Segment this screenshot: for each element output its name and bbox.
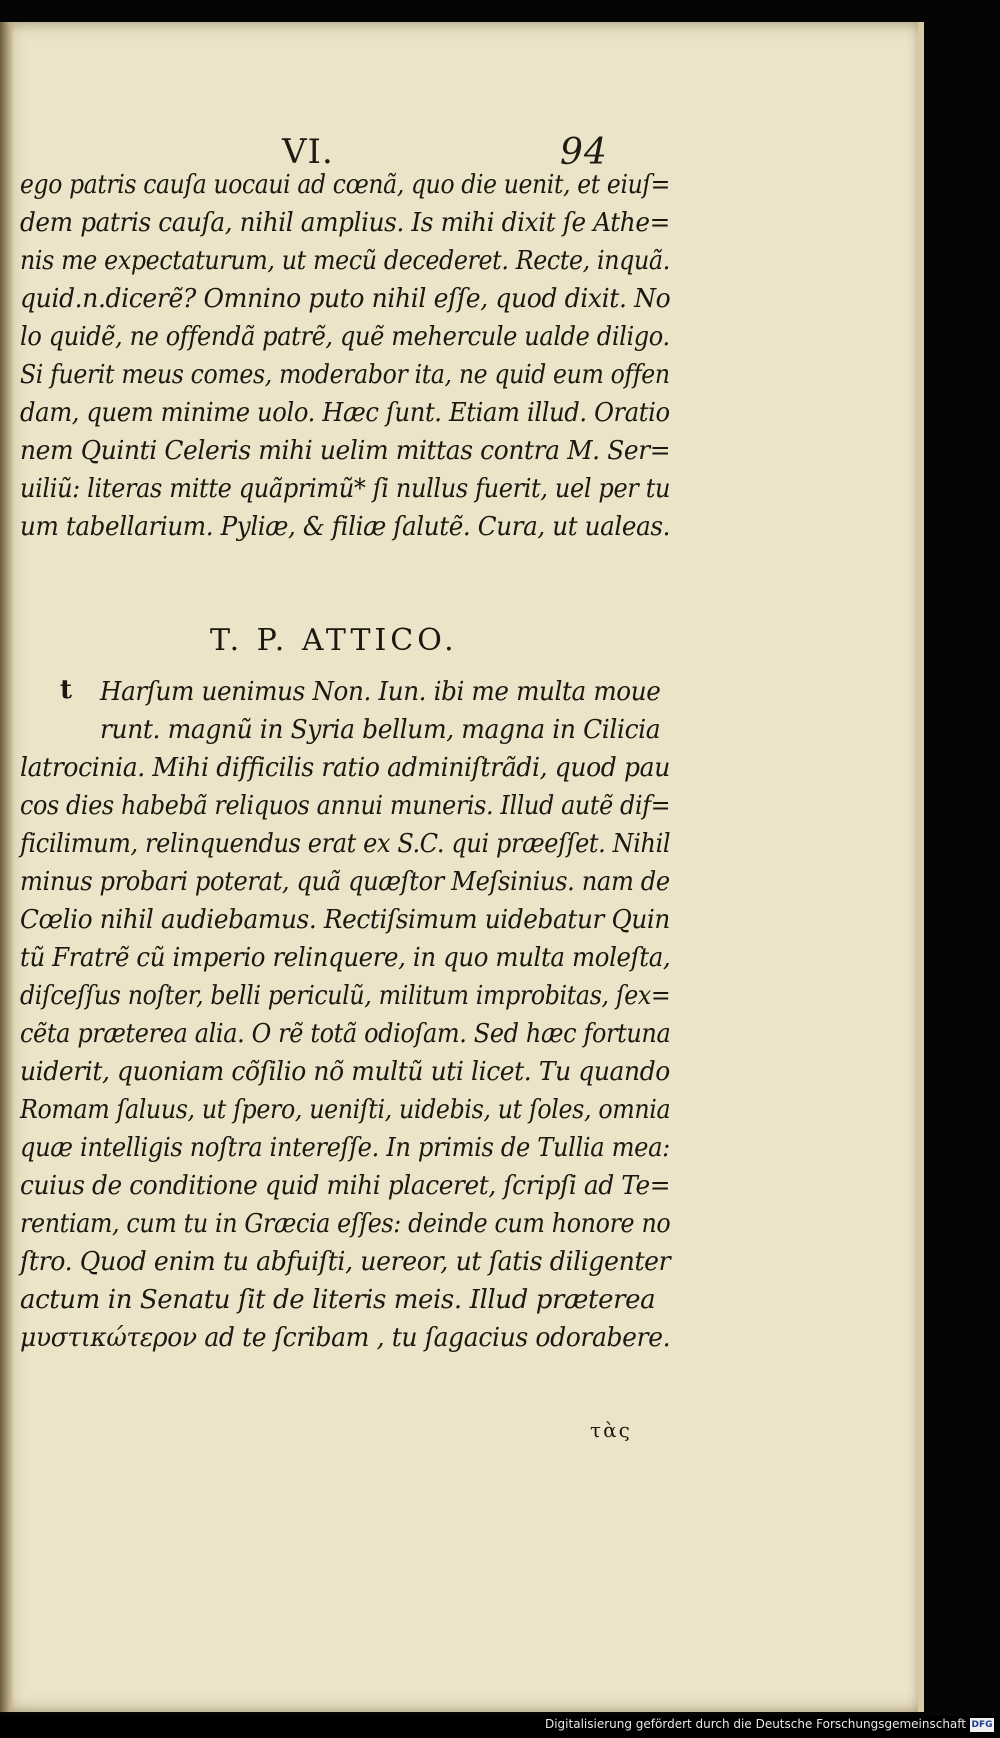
binding-gutter (0, 22, 14, 1712)
text-line: Cœlio nihil audiebamus. Rectiſsimum uidebatur Quin (20, 905, 670, 935)
text-line: nem Quinti Celeris mihi uelim mittas contra M. Ser= (20, 436, 671, 466)
text-line: Si fuerit meus comes, moderabor ita, ne quid eum offen (20, 360, 670, 390)
text-line: μυστικώτερον ad te ſcribam , tu ſagacius odorabere. (20, 1323, 671, 1353)
marginal-letter: t (60, 675, 73, 705)
text-line: uiderit, quoniam cõſilio nõ multũ uti licet. Tu quando (20, 1057, 670, 1087)
text-line: minus probari poterat, quã quæſtor Meſsinius. nam de (20, 867, 670, 897)
text-line: tũ Fratrẽ cũ imperio relinquere, in quo multa moleſta, (20, 943, 671, 973)
text-line: rentiam, cum tu in Græcia eſſes: deinde cum honore no (20, 1209, 671, 1239)
text-line: um tabellarium. Pyliæ, & filiæ ſalutẽ. Cura, ut ualeas. (20, 512, 671, 542)
text-line: uiliũ: literas mitte quãprimũ* ſi nullus fuerit, uel per tu (20, 474, 671, 504)
text-line: Romam ſaluus, ut ſpero, ueniſti, uidebis, ut ſoles, omnia (20, 1095, 671, 1125)
text-line: ficilimum, relinquendus erat ex S.C. qui præeſſet. Nihil (20, 829, 671, 859)
text-line: Harſum uenimus Non. Iun. ibi me multa moue (100, 677, 661, 707)
text-line: nis me expectaturum, ut mecũ decederet. Recte, inquã. (20, 246, 670, 276)
dfg-logo-icon: DFG (971, 1720, 993, 1730)
text-line: quid.n.dicerẽ? Omnino puto nihil eſſe, quod dixit. No (20, 284, 671, 314)
text-line: cos dies habebã reliquos annui muneris. Illud autẽ dif= (20, 791, 671, 821)
text-line: cuius de conditione quid mihi placeret, ſcripſi ad Te= (20, 1171, 671, 1201)
text-line: quæ intelligis noſtra intereſſe. In primis de Tullia mea: (20, 1133, 670, 1163)
funding-credit: Digitalisierung gefördert durch die Deutsche Forschungsgemeinschaft (544, 1717, 966, 1731)
page-edge (918, 22, 924, 1712)
text-line: dam, quem minime uolo. Hæc ſunt. Etiam illud. Oratio (20, 398, 670, 428)
text-line: ſtro. Quod enim tu abfuiſti, uereor, ut ſatis diligenter (20, 1247, 671, 1277)
text-line: lo quidẽ, ne offendã patrẽ, quẽ mehercule ualde diligo. (20, 322, 670, 352)
text-line: diſceſſus noſter, belli periculũ, militum improbitas, ſex= (20, 981, 671, 1011)
text-line: dem patris cauſa, nihil amplius. Is mihi dixit ſe Athe= (20, 208, 670, 238)
text-line: actum in Senatu ſit de literis meis. Illud præterea (20, 1285, 656, 1315)
running-head-book: VI. (282, 132, 334, 172)
page-number: 94 (560, 132, 608, 173)
catchword: τὰς (590, 1418, 632, 1442)
text-line: ego patris cauſa uocaui ad cœnã, quo die uenit, et eiuſ= (20, 170, 670, 200)
text-line: runt. magnũ in Syria bellum, magna in Cilicia (100, 715, 661, 745)
text-line: latrocinia. Mihi difficilis ratio adminiſtrãdi, quod pau (20, 753, 670, 783)
text-line: cẽta præterea alia. O rẽ totã odioſam. Sed hæc fortuna (20, 1019, 671, 1049)
letter-heading: T. P. ATTICO. (210, 623, 458, 658)
